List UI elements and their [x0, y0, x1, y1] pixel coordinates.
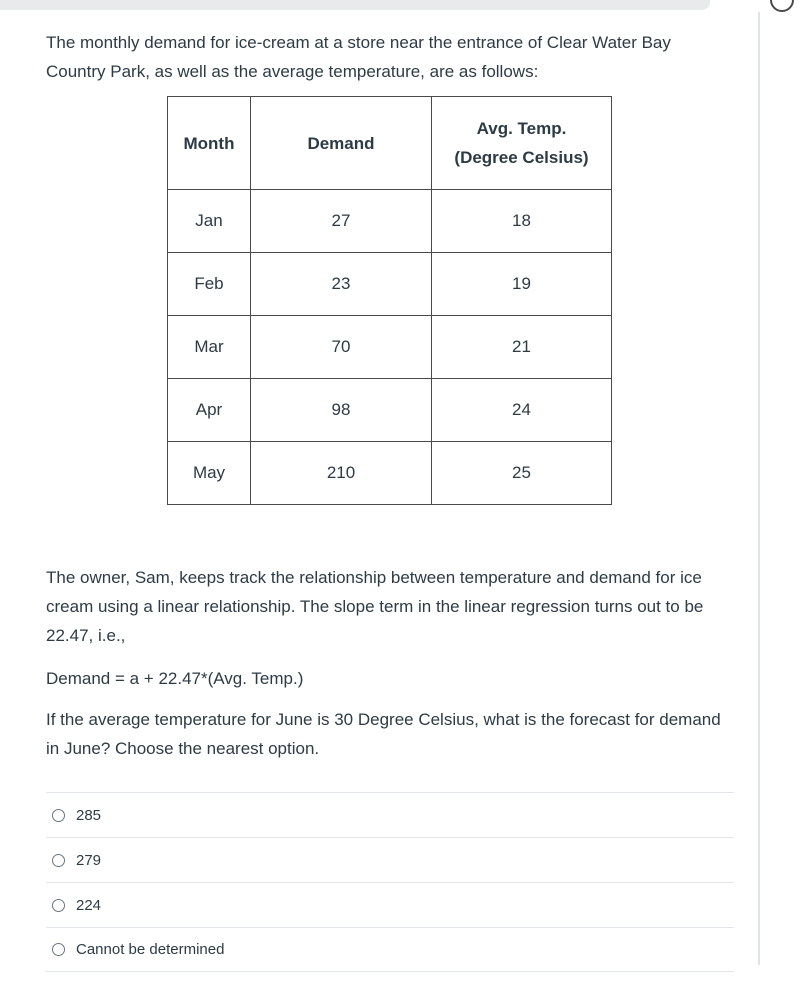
cell-temp: 18: [432, 190, 612, 253]
cell-demand: 70: [251, 316, 432, 379]
cell-demand: 23: [251, 253, 432, 316]
question-equation: Demand = a + 22.47*(Avg. Temp.): [46, 669, 304, 688]
radio-button[interactable]: [52, 854, 65, 867]
question-body: [46, 28, 736, 758]
header-avg-temp-line2: (Degree Celsius): [454, 148, 589, 167]
cell-temp: 24: [432, 379, 612, 442]
right-divider: [758, 12, 760, 965]
cell-demand: 27: [251, 190, 432, 253]
cell-temp: 25: [432, 442, 612, 505]
demand-temperature-table: [167, 96, 612, 505]
header-avg-temp-line1: Avg. Temp.: [476, 119, 567, 138]
answer-option-285[interactable]: [46, 792, 734, 837]
cell-month: Jan: [168, 190, 251, 253]
top-corner-circle-icon: [770, 0, 794, 12]
table-row: [168, 316, 612, 379]
question-ask-text: If the average temperature for June is 30 Degree Celsius, what is the forecast for demand in June? Choose the nearest option.: [46, 710, 721, 758]
answer-options: [46, 792, 734, 972]
header-avg-temp: [432, 97, 612, 190]
answer-label: Cannot be determined: [76, 941, 225, 958]
header-demand: Demand: [251, 97, 432, 190]
radio-button[interactable]: [52, 809, 65, 822]
table-row: [168, 379, 612, 442]
answer-label: 285: [76, 806, 102, 824]
table-header-row: [168, 97, 612, 190]
radio-button[interactable]: [52, 943, 65, 956]
header-month: Month: [168, 97, 251, 190]
cell-temp: 19: [432, 253, 612, 316]
radio-button[interactable]: [52, 899, 65, 912]
answer-option-cannot-be-determined[interactable]: [46, 927, 734, 972]
cell-month: Mar: [168, 316, 251, 379]
cell-demand: 210: [251, 442, 432, 505]
cell-month: May: [168, 442, 251, 505]
table-row: [168, 253, 612, 316]
answer-label: 224: [76, 896, 102, 914]
question-intro: The monthly demand for ice-cream at a store near the entrance of Clear Water Bay Country Park, as well as the average temperature, are as follows:: [46, 33, 671, 81]
cell-month: Apr: [168, 379, 251, 442]
table-row: [168, 442, 612, 505]
cell-month: Feb: [168, 253, 251, 316]
cell-demand: 98: [251, 379, 432, 442]
answer-option-279[interactable]: [46, 837, 734, 882]
answer-option-224[interactable]: [46, 882, 734, 927]
top-bar: [0, 0, 710, 10]
table-row: [168, 190, 612, 253]
question-owner-text: The owner, Sam, keeps track the relationship between temperature and demand for ice cream using a linear relationship. The slope term in the linear regression turns out to be 22.47, i.e.,: [46, 568, 704, 645]
cell-temp: 21: [432, 316, 612, 379]
answer-label: 279: [76, 851, 102, 869]
